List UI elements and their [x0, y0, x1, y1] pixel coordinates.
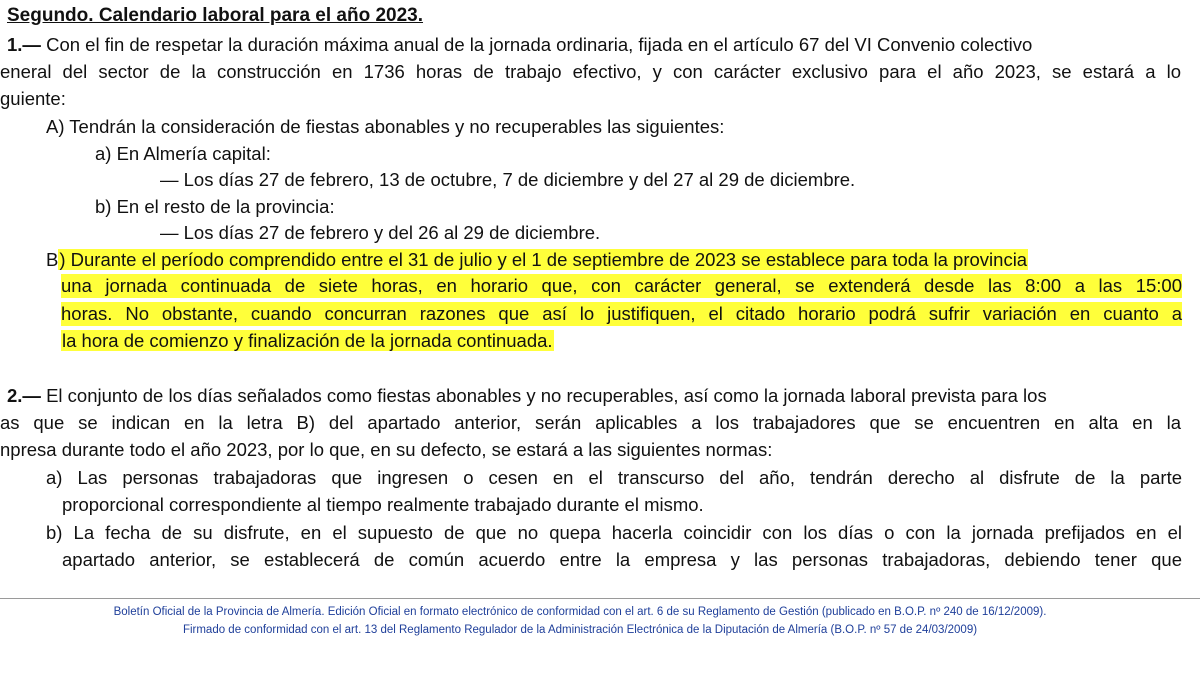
paragraph-2-line-3: npresa durante todo el año 2023, por lo que, en su defecto, se estará a las siguientes normas: [0, 439, 773, 460]
section-a-item-b-label: b) En el resto de la provincia: [95, 196, 335, 217]
footer-divider [0, 598, 1200, 599]
section-b-line-4 [61, 329, 554, 353]
footer-line-2: Firmado de conformidad con el art. 13 del Reglamento Regulador de la Administración Electrónica de la Diputación de Almería (B.O.P. nº 57 de 24/03/2009) [182, 624, 978, 636]
paragraph-2-item-a-line-2: proporcional correspondiente al tiempo realmente trabajado durante el mismo. [62, 494, 704, 515]
paragraph-2-number: 2.— [7, 385, 41, 406]
highlight-section-b-2: una jornada continuada de siete horas, en horario que, con carácter general, se extenderá desde las 8:00 a las 15:00 [61, 275, 1182, 296]
section-a-title: A) Tendrán la consideración de fiestas abonables y no recuperables las siguientes: [46, 116, 725, 137]
section-heading: Segundo. Calendario laboral para el año 2023. [7, 5, 424, 26]
paragraph-2-text-1: El conjunto de los días señalados como fiestas abonables y no recuperables, así como la jornada laboral prevista para los [46, 385, 1047, 406]
section-b-prefix: B [46, 249, 59, 270]
paragraph-2-item-b-line-2: apartado anterior, se establecerá de común acuerdo entre la empresa y las personas trabajadoras, debiendo tener que [62, 549, 1182, 570]
paragraph-1-line-1 [7, 33, 1032, 57]
highlight-section-b-1: ) Durante el período comprendido entre el 31 de julio y el 1 de septiembre de 2023 se establece para toda la provincia [59, 249, 1028, 270]
section-a-item-a-label: a) En Almería capital: [95, 143, 271, 164]
paragraph-1-line-2: eneral del sector de la construcción en 1736 horas de trabajo efectivo, y con carácter exclusivo para el año 2023, se estará a lo [0, 61, 1181, 82]
paragraph-2-line-1 [7, 384, 1047, 408]
paragraph-2-item-a-line-1: a) Las personas trabajadoras que ingresen o cesen en el transcurso del año, tendrán derecho al disfrute de la parte [46, 467, 1182, 488]
section-b-line-1 [46, 248, 1182, 272]
paragraph-2-item-b-line-1: b) La fecha de su disfrute, en el supuesto de que no quepa hacerla coincidir con los días o con la jornada prefijados en el [46, 522, 1182, 543]
highlight-section-b-3: horas. No obstante, cuando concurran razones que así lo justifiquen, el citado horario podrá sufrir variación en cuanto a [61, 303, 1182, 324]
paragraph-2-line-2: as que se indican en la letra B) del apartado anterior, serán aplicables a los trabajadores que se encuentren en alta en la [0, 412, 1181, 433]
section-a-item-a-dates: — Los días 27 de febrero, 13 de octubre, 7 de diciembre y del 27 al 29 de diciembre. [160, 169, 856, 190]
paragraph-1-line-3: guiente: [0, 88, 66, 109]
footer-line-1: Boletín Oficial de la Provincia de Almería. Edición Oficial en formato electrónico de conformidad con el art. 6 de su Reglamento de Gestión (publicado en B.O.P. nº 240 de 16/12/2009). [113, 606, 1047, 618]
highlight-section-b-4: la hora de comienzo y finalización de la jornada continuada. [62, 330, 553, 351]
paragraph-1-text-1: Con el fin de respetar la duración máxima anual de la jornada ordinaria, fijada en el artículo 67 del VI Convenio colectivo [46, 34, 1033, 55]
paragraph-1-number: 1.— [7, 34, 41, 55]
section-a-item-b-dates: — Los días 27 de febrero y del 26 al 29 de diciembre. [160, 222, 601, 243]
